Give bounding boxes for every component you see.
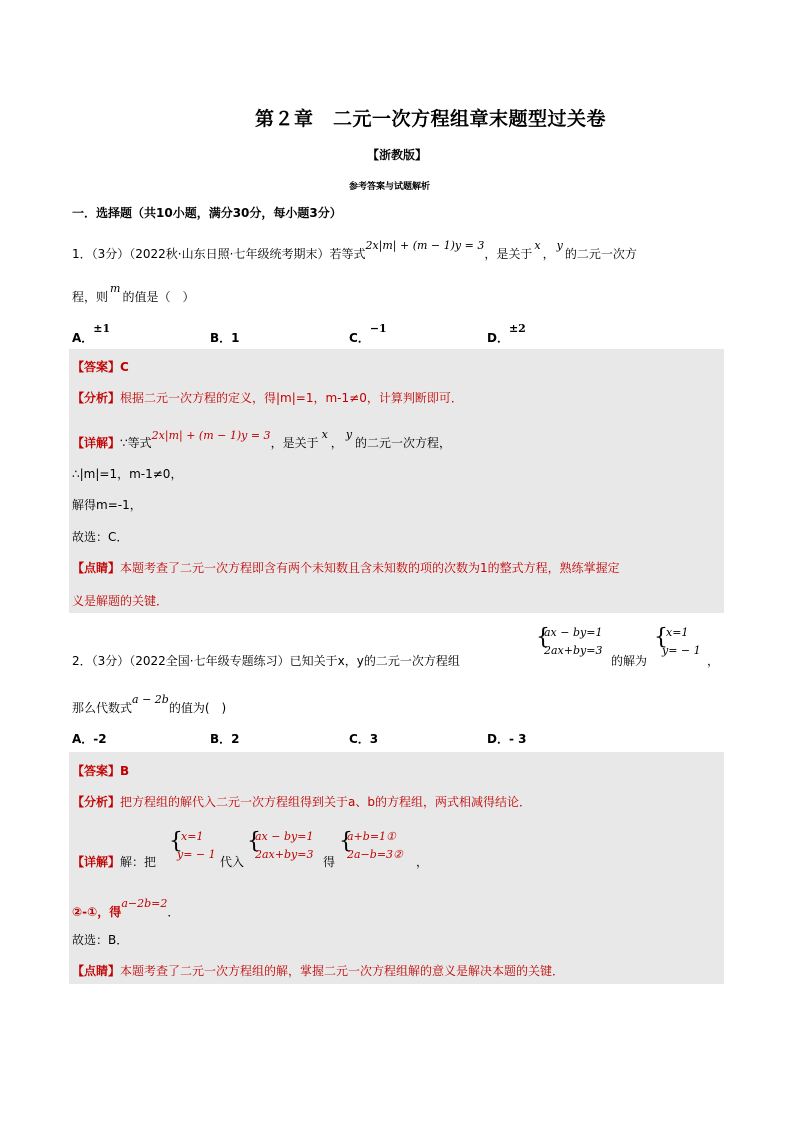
q1-option-d <box>487 322 526 346</box>
subtitle: 参考答案与试题解析 <box>349 182 431 192</box>
q1-comment-tag: 【点睛】 <box>72 561 121 575</box>
q2-stem-a: 2．（3分）（2022全国·七年级专题练习）已知关于x，y的二元一次方程组 <box>72 654 460 668</box>
q1-stem-line2 <box>72 282 195 305</box>
q2-detail-d: ， <box>416 855 429 869</box>
q2-solution-line1: x=1 <box>666 626 689 639</box>
q2-detail-line2-equation: a−2b=2 <box>121 897 168 910</box>
q1-detail-c: 的二元一次方程， <box>355 436 452 450</box>
q2-detail-tag-line <box>72 853 156 870</box>
q2-stem-c: ， <box>707 654 720 668</box>
q2-analysis-tag: 【分析】 <box>72 795 121 809</box>
q1-option-a-label: A． <box>72 331 94 345</box>
q2-option-c: C．3 <box>349 732 379 746</box>
q1-answer-tag: 【答案】 <box>72 360 121 374</box>
q2-analysis <box>72 793 531 810</box>
edition-label: 【浙教版】 <box>367 148 428 162</box>
q2-answer <box>72 762 129 779</box>
q2-detail-line3: 故选：B． <box>72 933 129 947</box>
q1-stem-b: ，是关于 <box>484 247 533 261</box>
q2-detail-solution-line2: y= − 1 <box>177 848 216 861</box>
q1-analysis <box>72 389 463 406</box>
q1-detail-line3: 解得m=-1， <box>72 498 142 512</box>
q2-solution-line2: y= − 1 <box>662 644 701 657</box>
q1-stem-c: 的二元一次方 <box>564 247 637 261</box>
q1-var-m: m <box>110 282 121 295</box>
q1-answer-value: C <box>120 360 129 374</box>
q1-stem-e: 的值是（ ） <box>122 290 195 304</box>
q2-option-d: D．- 3 <box>487 732 527 746</box>
q1-detail-b: ，是关于 <box>270 436 319 450</box>
q1-analysis-tag: 【分析】 <box>72 391 121 405</box>
q2-solution-panel <box>69 752 724 984</box>
q1-stem-line1 <box>72 239 637 262</box>
q2-comment <box>72 962 564 979</box>
q2-analysis-text: 把方程组的解代入二元一次方程组得到关于a、b的方程组，两式相减得结论． <box>120 795 531 809</box>
q1-stem-d: 程，则 <box>72 290 109 304</box>
q1-var-y: y <box>556 239 563 252</box>
q2-option-a: A．-2 <box>72 732 107 746</box>
q1-detail-line4: 故选：C． <box>72 530 129 544</box>
q2-detail-system-brace: { <box>247 829 261 854</box>
q1-option-d-label: D． <box>487 331 509 345</box>
q2-option-b: B．2 <box>210 732 240 746</box>
q2-detail-b: 代入 <box>220 855 245 869</box>
section-heading: 一．选择题（共10小题，满分30分，每小题3分） <box>72 206 342 220</box>
q2-comment-text: 本题考查了二元一次方程组的解，掌握二元一次方程组解的意义是解决本题的关键． <box>120 964 565 978</box>
q1-analysis-text: 根据二元一次方程的定义，得|m|=1，m-1≠0，计算判断即可． <box>120 391 463 405</box>
q1-answer <box>72 358 129 375</box>
q1-option-c-label: C． <box>349 331 370 345</box>
q1-detail-var-x: x <box>321 428 328 441</box>
q2-detail-line2 <box>72 897 180 920</box>
q2-solution-brace: { <box>654 625 668 650</box>
q2-answer-tag: 【答案】 <box>72 764 121 778</box>
q2-comment-tag: 【点睛】 <box>72 964 121 978</box>
q1-sep: ， <box>542 247 555 261</box>
q2-answer-value: B <box>120 764 130 778</box>
q2-stem-line2 <box>72 693 227 716</box>
q1-detail-tag: 【详解】 <box>72 436 121 450</box>
q2-detail-c: 得 <box>323 855 336 869</box>
q2-stem-b: 的解为 <box>611 654 648 668</box>
q2-detail-result-brace: { <box>339 829 353 854</box>
q2-detail-a: 解：把 <box>120 855 157 869</box>
q1-option-d-value: ±2 <box>508 322 526 335</box>
q1-var-x: x <box>534 239 541 252</box>
q2-detail-result-line1: a+b=1① <box>347 830 396 843</box>
q1-option-a-value: ±1 <box>93 322 111 335</box>
q2-stem-d: 那么代数式 <box>72 701 133 715</box>
page-title: 第２章 二元一次方程组章末题型过关卷 <box>255 108 607 130</box>
q2-detail-solution-brace: { <box>169 829 183 854</box>
q1-option-a <box>72 322 111 346</box>
q2-stem-e: 的值为( ) <box>168 701 227 715</box>
q1-equation: 2x|m| + (m − 1)y = 3 <box>365 239 485 252</box>
q1-detail-equation: 2x|m| + (m − 1)y = 3 <box>151 429 271 442</box>
q1-option-b: B．1 <box>210 331 240 345</box>
q1-comment-line1 <box>72 559 620 576</box>
q2-detail-tag: 【详解】 <box>72 855 121 869</box>
q1-comment-line2: 义是解题的关键． <box>72 594 169 608</box>
q2-detail-system-line2: 2ax+by=3 <box>255 848 314 861</box>
q2-expression: a − 2b <box>132 693 169 706</box>
q1-detail-line1 <box>72 428 452 451</box>
q2-detail-line2-a: ②-①，得 <box>72 905 122 919</box>
q2-detail-system-line1: ax − by=1 <box>255 830 314 843</box>
q2-detail-line2-b: ． <box>167 905 180 919</box>
q2-system-1-brace: { <box>536 625 550 650</box>
q1-detail-sep: ， <box>330 436 343 450</box>
q1-option-c-value: −1 <box>369 322 387 335</box>
q2-system-1-line2: 2ax+by=3 <box>544 644 603 657</box>
q1-detail-a: ∵等式 <box>120 436 152 450</box>
q2-detail-result-line2: 2a−b=3② <box>347 848 403 861</box>
q1-option-c <box>349 322 387 346</box>
q2-detail-solution-line1: x=1 <box>181 830 204 843</box>
q1-stem-a: 1．（3分）（2022秋·山东日照·七年级统考期末）若等式 <box>72 247 366 261</box>
q1-comment-text1: 本题考查了二元一次方程即含有两个未知数且含未知数的项的次数为1的整式方程，熟练掌握定 <box>120 561 620 575</box>
q1-detail-line2: ∴|m|=1，m-1≠0， <box>72 467 183 481</box>
q1-detail-var-y: y <box>345 428 353 441</box>
q2-system-1-line1: ax − by=1 <box>544 626 603 639</box>
